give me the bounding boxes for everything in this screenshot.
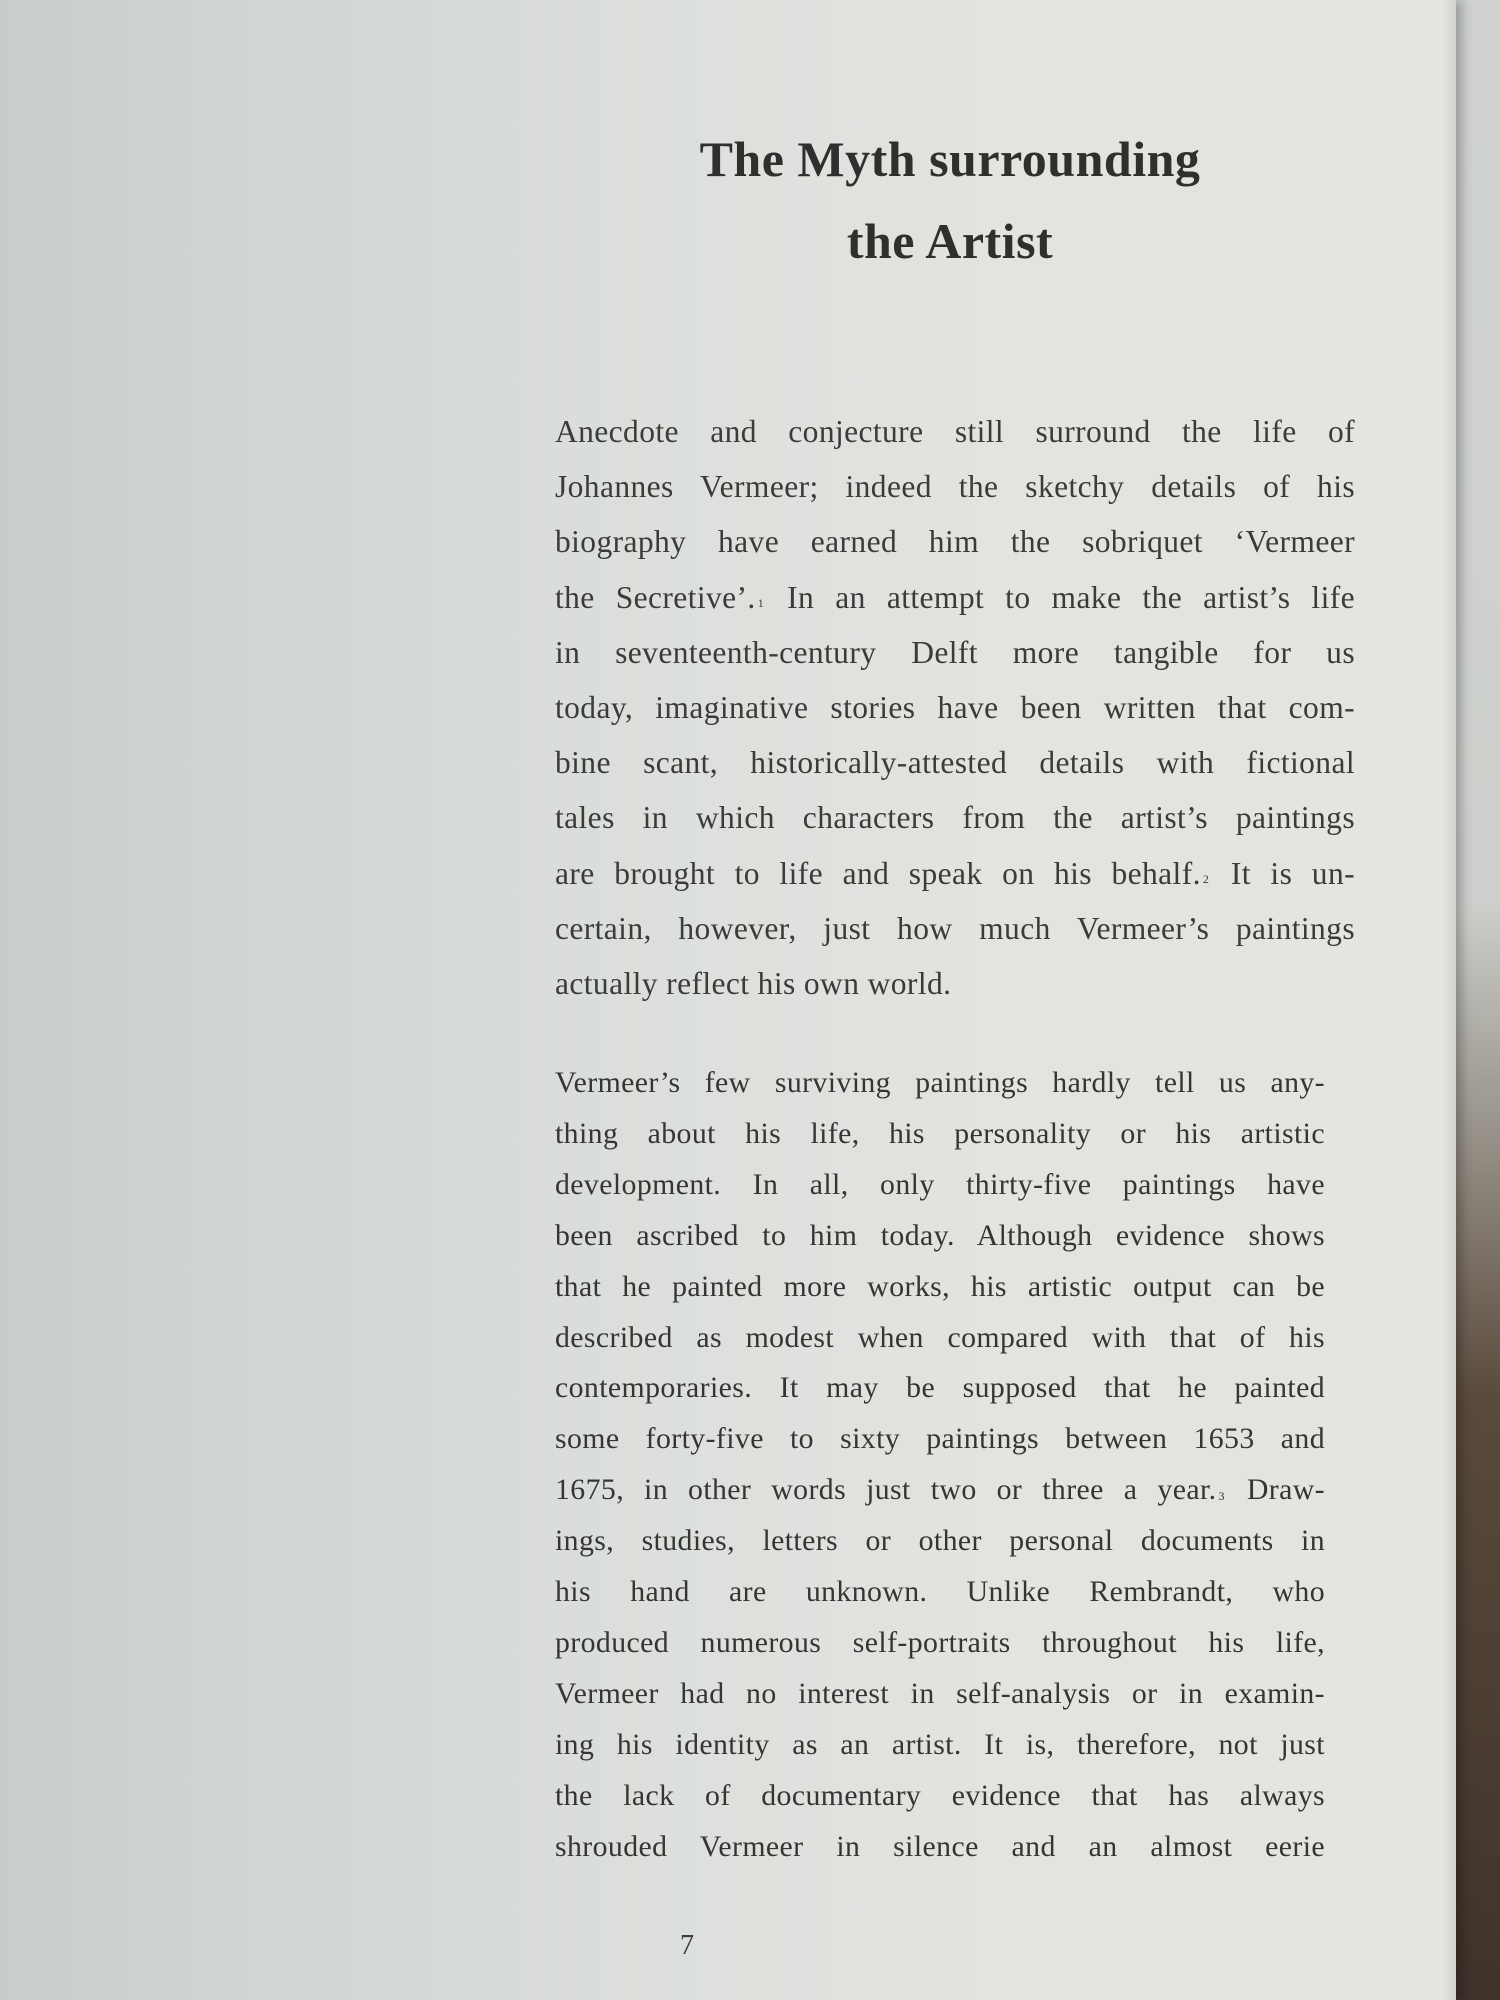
- text-line-with-note: [555, 846, 1355, 901]
- chapter-title: [560, 118, 1340, 282]
- text-line: produced numerous self-portraits throughout his life,: [555, 1625, 1325, 1659]
- paragraph-1: [555, 404, 1355, 1011]
- chapter-title-line-1: The Myth surrounding: [699, 131, 1201, 187]
- text-line: that he painted more works, his artistic output can be: [555, 1269, 1325, 1303]
- text-line: today, imaginative stories have been written that com-: [555, 690, 1355, 726]
- footnote-marker: 1: [757, 595, 765, 610]
- text-line: ing his identity as an artist. It is, therefore, not just: [555, 1727, 1325, 1761]
- page-number: 7: [680, 1930, 694, 1961]
- text-segment: In an attempt to make the artist’s life: [787, 579, 1355, 615]
- text-line: contemporaries. It may be supposed that he painted: [555, 1371, 1325, 1405]
- text-line: described as modest when compared with that of his: [555, 1320, 1325, 1354]
- text-line: certain, however, just how much Vermeer’s paintings: [555, 910, 1355, 946]
- text-line: Anecdote and conjecture still surround the life of: [555, 414, 1355, 449]
- text-segment: 1675, in other words just two or three a year.: [555, 1473, 1217, 1507]
- text-line: bine scant, historically-attested details with fictional: [555, 745, 1355, 781]
- text-line-with-note: [555, 1465, 1325, 1516]
- page-edge-shadow: [1442, 0, 1456, 2000]
- text-line: been ascribed to him today. Although evidence shows: [555, 1218, 1325, 1252]
- paragraph-2: [555, 1058, 1325, 1873]
- text-line: development. In all, only thirty-five paintings have: [555, 1167, 1325, 1201]
- text-line: his hand are unknown. Unlike Rembrandt, who: [555, 1575, 1325, 1609]
- footnote-marker: 3: [1218, 1489, 1225, 1504]
- text-line: biography have earned him the sobriquet ‘Vermeer: [555, 524, 1355, 560]
- text-line: thing about his life, his personality or his artistic: [555, 1116, 1325, 1150]
- text-segment: are brought to life and speak on his behalf.: [555, 855, 1201, 891]
- text-line: in seventeenth-century Delft more tangible for us: [555, 634, 1355, 670]
- text-line: Vermeer had no interest in self-analysis or in examin-: [555, 1676, 1325, 1710]
- text-line: the lack of documentary evidence that has always: [555, 1778, 1325, 1812]
- text-segment: the Secretive’.: [555, 579, 756, 615]
- text-line-with-note: [555, 570, 1355, 625]
- text-line: Vermeer’s few surviving paintings hardly tell us any-: [555, 1066, 1325, 1099]
- text-line: ings, studies, letters or other personal documents in: [555, 1524, 1325, 1558]
- text-line: Johannes Vermeer; indeed the sketchy details of his: [555, 469, 1355, 505]
- text-segment: It is un-: [1230, 855, 1355, 891]
- text-line: some forty-five to sixty paintings between 1653 and: [555, 1422, 1325, 1456]
- footnote-marker: 2: [1202, 871, 1210, 886]
- text-line: tales in which characters from the artist’s paintings: [555, 800, 1355, 836]
- text-segment: Draw-: [1246, 1473, 1325, 1507]
- text-line: actually reflect his own world.: [555, 966, 952, 1002]
- chapter-title-line-2: the Artist: [846, 213, 1054, 269]
- text-line: shrouded Vermeer in silence and an almost eerie: [555, 1829, 1325, 1863]
